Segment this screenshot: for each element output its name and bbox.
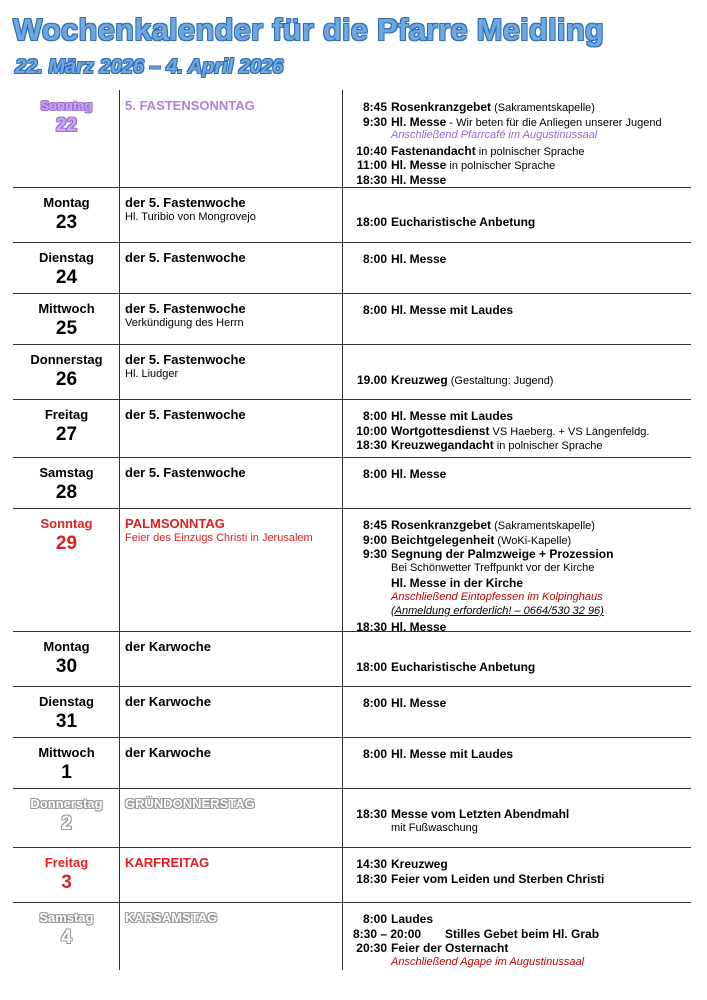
day-cell <box>13 457 120 504</box>
day-name: Mittwoch <box>38 745 95 760</box>
day-number: 3 <box>61 872 72 893</box>
event-name: Hl. Messe <box>391 252 447 266</box>
day-number: 22 <box>55 115 78 136</box>
event-time: 18:00 <box>356 660 387 674</box>
day-description <box>125 399 340 422</box>
day-cell <box>13 847 120 894</box>
day-number: 24 <box>55 267 78 288</box>
day-row <box>13 344 691 400</box>
events-cell <box>349 747 691 762</box>
day-number: 31 <box>55 711 78 732</box>
event-line <box>349 956 691 971</box>
event-line <box>349 533 691 548</box>
day-cell <box>13 788 120 835</box>
event-name: Beichtgelegenheit (WoKi-Kapelle) <box>391 532 572 547</box>
event-name: Messe vom Letzten Abendmahl <box>391 807 570 821</box>
event-name: Wortgottesdienst VS Haeberg. + VS Längenfeldg. <box>391 423 650 438</box>
events-cell <box>349 912 691 970</box>
day-cell <box>13 508 120 555</box>
liturgical-title: der Karwoche <box>125 745 211 760</box>
event-line <box>349 409 691 424</box>
day-row <box>13 902 691 970</box>
event-time: 14:30 <box>356 857 387 871</box>
day-name: Sonntag <box>40 98 93 113</box>
event-name: Feier der Osternacht <box>391 941 509 955</box>
event-name: Hl. Messe mit Laudes <box>391 303 514 317</box>
event-name: Bei Schönwetter Treffpunkt vor der Kirche <box>391 561 595 574</box>
event-line <box>349 467 691 482</box>
day-row <box>13 737 691 789</box>
event-time: 8:00 <box>362 696 387 710</box>
event-line <box>349 518 691 533</box>
liturgical-title: KARSAMSTAG <box>125 910 218 925</box>
day-description <box>125 90 340 113</box>
day-description <box>125 344 340 380</box>
event-line <box>349 115 691 130</box>
day-description <box>125 242 340 265</box>
event-line <box>349 547 691 562</box>
event-line <box>349 605 691 620</box>
day-description <box>125 788 340 811</box>
day-row <box>13 847 691 903</box>
event-time: 10:00 <box>356 423 387 438</box>
liturgical-title: der 5. Fastenwoche <box>125 352 246 367</box>
day-cell <box>13 902 120 949</box>
event-line <box>349 215 691 230</box>
event-time: 8:00 <box>362 747 387 761</box>
day-cell <box>13 631 120 678</box>
day-description <box>125 902 340 925</box>
day-name: Freitag <box>44 407 89 422</box>
event-time: 8:00 <box>362 912 387 926</box>
day-cell <box>13 686 120 733</box>
event-time: 10:40 <box>356 143 387 158</box>
event-name: Fastenandacht in polnischer Sprache <box>391 143 585 158</box>
events-cell <box>349 215 691 230</box>
event-line <box>349 438 691 453</box>
event-name: Anschließend Agape im Augustinussaal <box>391 955 585 968</box>
event-name: (Anmeldung erforderlich! – 0664/530 32 96) <box>391 605 604 617</box>
events-cell <box>349 660 691 675</box>
liturgical-subtitle: Hl. Turibio von Mongrovejo <box>125 211 256 223</box>
event-time: 8:00 <box>362 467 387 481</box>
liturgical-title: 5. FASTENSONNTAG <box>125 98 255 113</box>
event-time: 18:30 <box>356 807 387 821</box>
event-line <box>349 660 691 675</box>
event-time: 18:30 <box>356 871 387 886</box>
day-name: Samstag <box>39 465 94 480</box>
event-line <box>349 303 691 318</box>
day-name: Montag <box>43 639 90 654</box>
event-time: 8:00 <box>362 409 387 423</box>
day-name: Samstag <box>39 910 94 925</box>
event-line <box>349 807 691 822</box>
liturgical-subtitle: Feier des Einzugs Christi in Jerusalem <box>125 532 313 544</box>
day-row <box>13 686 691 738</box>
day-description <box>125 457 340 480</box>
day-cell <box>13 344 120 391</box>
event-name: Kreuzweg (Gestaltung: Jugend) <box>391 373 554 387</box>
day-cell <box>13 737 120 784</box>
event-line <box>349 591 691 606</box>
liturgical-title: der 5. Fastenwoche <box>125 407 246 422</box>
liturgical-title: KARFREITAG <box>125 855 210 870</box>
event-name: Kreuzweg <box>391 857 448 871</box>
day-number: 2 <box>61 813 72 834</box>
event-time: 8:45 <box>362 518 387 532</box>
event-name: mit Fußwaschung <box>391 821 478 834</box>
day-number: 25 <box>55 318 78 339</box>
day-row <box>13 399 691 458</box>
event-line <box>349 100 691 115</box>
event-time: 8:30 – 20:00 <box>353 926 422 941</box>
events-cell <box>349 807 691 836</box>
day-description <box>125 631 340 654</box>
events-cell <box>349 467 691 482</box>
event-time: 9:00 <box>362 532 387 547</box>
date-range: 22. März 2026 – 4. April 2026 <box>15 56 284 78</box>
day-name: Donnerstag <box>30 352 103 367</box>
events-cell <box>349 100 691 187</box>
event-line <box>349 747 691 762</box>
day-number: 4 <box>61 927 72 948</box>
liturgical-title: GRÜNDONNERSTAG <box>125 796 255 811</box>
events-cell <box>349 857 691 886</box>
day-cell <box>13 187 120 234</box>
event-name: Stilles Gebet beim Hl. Grab <box>445 926 600 941</box>
event-line <box>349 912 691 927</box>
day-row <box>13 788 691 848</box>
day-number: 1 <box>61 762 72 783</box>
page-title: Wochenkalender für die Pfarre Meidling <box>13 12 604 47</box>
event-line <box>349 941 691 956</box>
liturgical-title: PALMSONNTAG <box>125 516 225 531</box>
event-time: 8:00 <box>362 303 387 317</box>
day-description <box>125 187 340 223</box>
event-line <box>349 252 691 267</box>
events-cell <box>349 303 691 318</box>
event-line <box>349 927 691 942</box>
day-row <box>13 293 691 345</box>
event-time: 8:45 <box>362 100 387 114</box>
events-cell <box>349 696 691 711</box>
day-row <box>13 508 691 632</box>
event-name: Hl. Messe <box>391 696 447 710</box>
event-name: Kreuzwegandacht in polnischer Sprache <box>391 438 603 452</box>
day-description <box>125 737 340 760</box>
event-time: 18:30 <box>356 619 387 634</box>
day-number: 27 <box>55 424 78 445</box>
event-name: Hl. Messe mit Laudes <box>391 747 514 761</box>
liturgical-title: der 5. Fastenwoche <box>125 195 246 210</box>
event-name: Anschließend Eintopfessen im Kolpinghaus <box>391 590 603 603</box>
liturgical-subtitle: Verkündigung des Herrn <box>125 317 244 329</box>
event-time: 18:30 <box>356 438 387 452</box>
day-row <box>13 187 691 243</box>
day-name: Donnerstag <box>30 796 103 811</box>
event-name: Anschließend Pfarrcafé im Augustinussaal <box>391 129 598 141</box>
day-number: 23 <box>55 212 78 233</box>
event-time: 11:00 <box>356 158 387 172</box>
liturgical-title: der 5. Fastenwoche <box>125 465 246 480</box>
event-name: Feier vom Leiden und Sterben Christi <box>391 871 605 886</box>
day-name: Montag <box>43 195 90 210</box>
event-name: Hl. Messe in der Kirche <box>391 576 524 590</box>
event-name: Laudes <box>391 912 434 926</box>
liturgical-subtitle: Hl. Liudger <box>125 368 179 380</box>
event-name: Hl. Messe <box>391 467 447 481</box>
day-row <box>13 90 691 188</box>
event-line <box>349 872 691 887</box>
day-description <box>125 847 340 870</box>
day-description <box>125 293 340 329</box>
event-line <box>349 144 691 159</box>
day-cell <box>13 242 120 289</box>
day-cell <box>13 293 120 340</box>
liturgical-title: der Karwoche <box>125 694 211 709</box>
day-name: Dienstag <box>39 694 94 709</box>
day-row <box>13 631 691 687</box>
day-number: 28 <box>55 482 78 503</box>
event-name: Hl. Messe <box>391 172 447 187</box>
day-number: 29 <box>55 533 78 554</box>
day-row <box>13 242 691 294</box>
events-cell <box>349 409 691 453</box>
day-name: Sonntag <box>40 516 93 531</box>
day-name: Dienstag <box>39 250 94 265</box>
day-description <box>125 508 340 544</box>
event-name: Eucharistische Anbetung <box>391 215 536 229</box>
event-time: 18:00 <box>356 215 387 229</box>
day-number: 30 <box>55 656 78 677</box>
liturgical-title: der Karwoche <box>125 639 211 654</box>
event-name: Segnung der Palmzweige + Prozession <box>391 547 614 561</box>
event-line <box>349 158 691 173</box>
event-time: 9:30 <box>362 547 387 561</box>
day-description <box>125 686 340 709</box>
liturgical-title: der 5. Fastenwoche <box>125 250 246 265</box>
events-cell <box>349 373 691 388</box>
day-cell <box>13 399 120 446</box>
event-name: Hl. Messe <box>391 619 447 634</box>
day-name: Freitag <box>44 855 89 870</box>
day-name: Mittwoch <box>38 301 95 316</box>
day-number: 26 <box>55 369 78 390</box>
events-cell <box>349 252 691 267</box>
event-time: 18:30 <box>356 172 387 187</box>
event-line <box>349 373 691 388</box>
event-line <box>349 822 691 837</box>
event-name: Hl. Messe mit Laudes <box>391 409 514 423</box>
event-time: 9:30 <box>362 114 387 129</box>
event-line <box>349 696 691 711</box>
events-cell <box>349 518 691 634</box>
event-time: 20:30 <box>356 941 387 955</box>
event-name: Hl. Messe in polnischer Sprache <box>391 158 556 172</box>
event-line <box>349 173 691 188</box>
event-name: Rosenkranzgebet (Sakramentskapelle) <box>391 100 595 114</box>
event-line <box>349 562 691 577</box>
event-name: Hl. Messe - Wir beten für die Anliegen unserer Jugend <box>391 114 662 129</box>
event-time: 8:00 <box>362 252 387 266</box>
event-line <box>349 129 691 144</box>
event-line <box>349 857 691 872</box>
event-time: 19.00 <box>356 373 387 387</box>
day-row <box>13 457 691 509</box>
event-name: Eucharistische Anbetung <box>391 660 536 674</box>
event-line <box>349 424 691 439</box>
liturgical-title: der 5. Fastenwoche <box>125 301 246 316</box>
day-cell <box>13 90 120 137</box>
event-line <box>349 576 691 591</box>
event-name: Rosenkranzgebet (Sakramentskapelle) <box>391 518 595 532</box>
